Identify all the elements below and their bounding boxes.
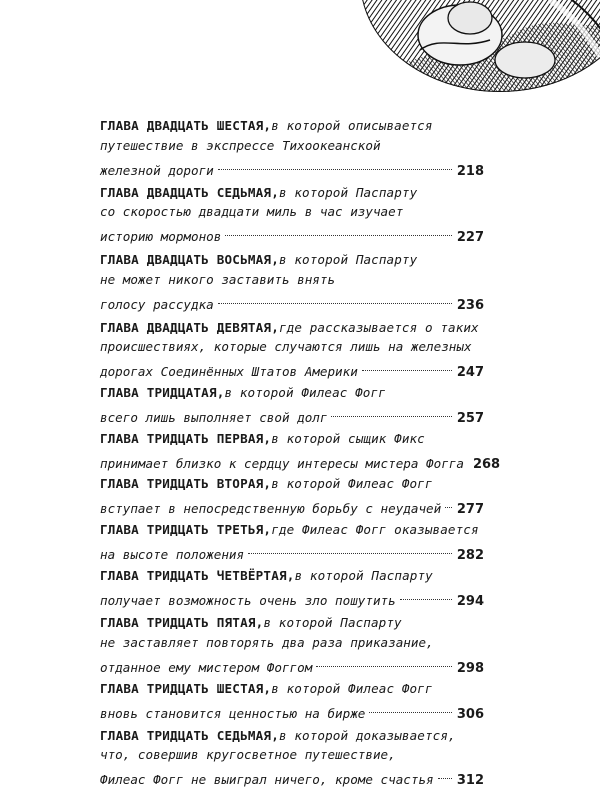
dot-leader [445,494,452,514]
chapter-description-line: всего лишь выполняет свой долг [100,410,328,425]
engraving-illustration [350,0,600,100]
chapter-description-line: со скоростью двадцати миль в час изучает [100,204,404,219]
chapter-description: в которой Филеас Фогг [271,680,433,696]
toc-entry-line [100,403,484,426]
toc-entry-line [100,289,484,313]
chapter-description-line: получает возможность очень зло пошутить [100,593,396,608]
chapter-heading: ГЛАВА ТРИДЦАТЬ ЧЕТВЁРТАЯ, [100,568,295,583]
toc-entry[interactable] [100,613,484,676]
page-number: 236 [456,297,484,313]
chapter-description-line: голосу рассудка [100,296,214,312]
page-number: 227 [456,230,484,245]
chapter-description-line: на высоте положения [100,547,245,562]
toc-entry-line [100,765,484,788]
chapter-description-line: что, совершив кругосветное путешествие, [100,747,396,762]
page-number: 277 [456,502,484,517]
chapter-heading: ГЛАВА ДВАДЦАТЬ СЕДЬМАЯ, [100,184,279,200]
chapter-heading: ГЛАВА ТРИДЦАТАЯ, [100,385,225,400]
dot-leader [316,652,452,672]
toc-entry-title-line [100,318,484,338]
dot-leader [218,155,452,175]
toc-entry-line [100,698,484,722]
dot-leader [331,403,451,423]
toc-entry-line [100,633,484,653]
toc-entry-title-line [100,566,484,586]
page-number: 306 [456,706,484,722]
chapter-description-line: отданное ему мистером Фоггом [100,659,313,675]
toc-entry-line [100,494,484,517]
toc-entry-title-line [100,429,484,449]
toc-entry-title-line [100,520,484,540]
toc-entry[interactable] [100,429,501,472]
page-number: 294 [456,594,484,609]
chapter-description: в которой Паспарту [279,252,418,267]
chapter-heading: ГЛАВА ДВАДЦАТЬ ВОСЬМАЯ, [100,252,279,267]
chapter-heading: ГЛАВА ТРИДЦАТЬ СЕДЬМАЯ, [100,727,279,743]
toc-entry[interactable] [100,250,484,313]
page-number: 247 [456,365,484,380]
chapter-description: в которой Паспарту [294,568,433,583]
chapter-heading: ГЛАВА ТРИДЦАТЬ ПЯТАЯ, [100,615,264,630]
toc-entry-line [100,136,484,156]
chapter-description: в которой Паспарту [279,184,418,200]
dot-leader [369,698,451,718]
chapter-description: где Филеас Фогг оказывается [271,522,479,537]
chapter-description-line: не может никого заставить внять [100,271,336,287]
chapter-description: в которой сыщик Фикс [271,431,425,446]
chapter-description: в которой Филеас Фогг [271,476,433,491]
toc-entry[interactable] [100,566,484,609]
dot-leader [218,289,452,309]
page-number: 312 [456,773,484,788]
toc-entry-title-line [100,474,484,494]
toc-entry-title-line [100,116,484,136]
chapter-description-line: вступает в непосредственную борьбу с неудачей [100,501,442,516]
page-number: 268 [472,457,501,472]
toc-entry-title-line [100,183,484,203]
chapter-description-line: принимает близко к сердцу интересы мистера Фогга [100,456,464,471]
chapter-description: в которой Филеас Фогг [224,385,386,400]
toc-entry-title-line [100,250,484,270]
dot-leader [438,765,452,785]
toc-entry[interactable] [100,520,484,563]
toc-entry-line [100,745,484,765]
toc-entry-line [100,270,484,290]
toc-entry[interactable] [100,679,484,722]
dot-leader [362,357,452,377]
toc-entry-line [100,449,501,472]
toc-entry-line [100,222,484,245]
page-number: 282 [456,548,484,563]
chapter-description-line: Филеас Фогг не выиграл ничего, кроме счастья [100,772,434,787]
chapter-description-line: не заставляет повторять два раза приказание, [100,634,434,650]
dot-leader [225,222,452,242]
dot-leader [400,586,452,606]
chapter-description: где рассказывается о таких [279,319,479,335]
chapter-description-line: железной дороги [100,162,214,178]
toc-entry[interactable] [100,116,484,179]
toc-entry[interactable] [100,183,484,245]
toc-entry-line [100,202,484,222]
page-number: 298 [456,660,484,676]
toc-entry-title-line [100,613,484,633]
chapter-heading: ГЛАВА ТРИДЦАТЬ ТРЕТЬЯ, [100,522,272,537]
chapter-description-line: происшествиях, которые случаются лишь на железных [100,339,472,354]
chapter-description: в которой описывается [271,118,433,133]
toc-entry-line [100,357,484,380]
chapter-description-line: историю мормонов [100,229,222,244]
toc-entry-title-line [100,383,484,403]
toc-entry[interactable] [100,726,484,788]
toc-entry-line [100,652,484,676]
chapter-heading: ГЛАВА ТРИДЦАТЬ ШЕСТАЯ, [100,680,272,696]
chapter-description: в которой доказывается, [279,727,456,743]
toc-entry-line [100,586,484,609]
page-number: 257 [456,411,484,426]
chapter-description-line: вновь становится ценностью на бирже [100,705,366,721]
chapter-heading: ГЛАВА ТРИДЦАТЬ ВТОРАЯ, [100,476,272,491]
toc-entry-title-line [100,726,484,746]
chapter-description: в которой Паспарту [263,615,402,630]
page-number: 218 [456,163,484,179]
dot-leader [248,540,452,560]
toc-entry[interactable] [100,318,484,380]
toc-entry-line [100,337,484,357]
chapter-heading: ГЛАВА ТРИДЦАТЬ ПЕРВАЯ, [100,431,272,446]
chapter-description-line: путешествие в экспрессе Тихоокеанской [100,137,381,153]
chapter-heading: ГЛАВА ДВАДЦАТЬ ШЕСТАЯ, [100,118,272,133]
toc-entry-title-line [100,679,484,699]
toc-entry[interactable] [100,383,484,426]
chapter-description-line: дорогах Соединённых Штатов Америки [100,364,358,379]
toc-entry-line [100,540,484,563]
chapter-heading: ГЛАВА ДВАДЦАТЬ ДЕВЯТАЯ, [100,319,279,335]
toc-entry-line [100,155,484,179]
table-of-contents [100,116,501,788]
toc-entry[interactable] [100,474,484,517]
